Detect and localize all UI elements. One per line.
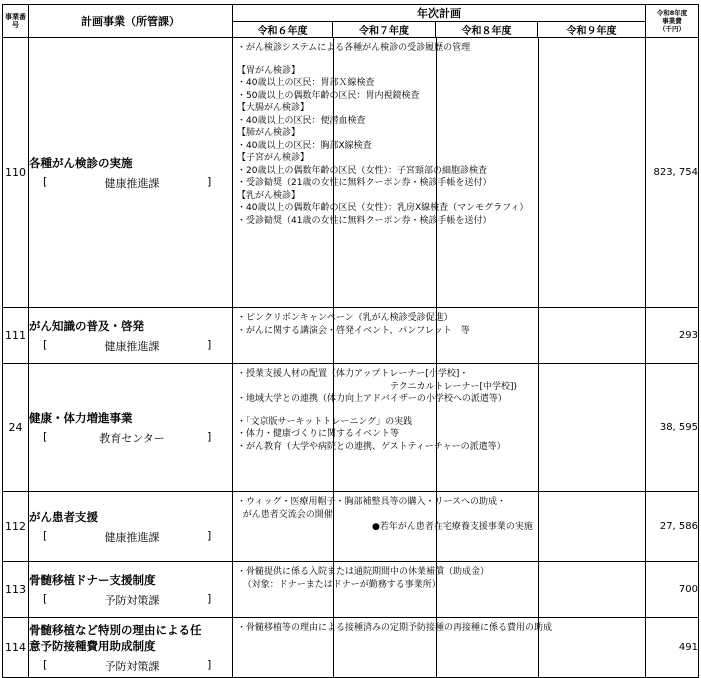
- department: [43, 430, 221, 446]
- header-name: 計画事業（所管課）: [29, 5, 233, 38]
- dept-bracket-close: ]: [207, 429, 212, 443]
- plan-line: ●若年がん患者在宅療養支援事業の実施: [237, 522, 533, 532]
- project-name: 各種がん検診の実施: [29, 155, 133, 170]
- header-year: 令和８年度: [436, 22, 538, 38]
- plan-text: [233, 38, 645, 231]
- plan-line: ・骨髄移植等の理由による接種済みの定期予防接種の再接種に係る費用の助成: [237, 623, 553, 633]
- annual-plan-cell: [233, 618, 646, 678]
- project-name: がん患者支援: [29, 509, 98, 524]
- plan-line: テクニカルトレーナー[中学校]): [237, 381, 517, 392]
- project-name: 骨髄移植など特別の理由による任: [29, 622, 202, 637]
- header-cost-line: （千円）: [659, 25, 685, 33]
- header-year: 令和６年度: [233, 22, 333, 38]
- plan-line: ・受診勧奨（21歳の女性に無料クーポン券・検診手帳を送付）: [237, 178, 492, 188]
- plan-text: [233, 492, 645, 538]
- project-name: 意予防接種費用助成制度: [29, 638, 156, 653]
- project-cost: 700: [646, 562, 699, 618]
- plan-line: 【胃がん検診】: [237, 65, 301, 76]
- department: [43, 658, 221, 674]
- project-cell: [29, 618, 233, 678]
- project-cost: 491: [646, 618, 699, 678]
- table-row: [3, 364, 699, 492]
- project-name: 骨髄移植ドナー支援制度: [29, 572, 156, 587]
- dept-bracket-open: [: [43, 337, 48, 351]
- plan-line: ・「文京版サーキットトレーニング」の実践: [237, 416, 413, 427]
- project-cost: 823, 754: [646, 38, 699, 308]
- header-cost: [646, 5, 699, 38]
- department-label: 健康推進課: [104, 176, 160, 190]
- header-year: 令和７年度: [333, 22, 436, 38]
- table-row: [3, 492, 699, 562]
- department: [43, 592, 221, 608]
- project-cell: [29, 562, 233, 618]
- plan-line: ・授業支援人材の配置（体力アップトレーナー[小学校]・: [237, 369, 469, 379]
- dept-bracket-open: [: [43, 657, 48, 671]
- project-name: がん知識の普及・啓発: [29, 318, 144, 333]
- plan-line: ・ピンクリボンキャンペーン（乳がん検診受診促進）: [237, 313, 453, 323]
- project-name: 健康・体力増進事業: [29, 410, 133, 425]
- project-cost: 38, 595: [646, 364, 699, 492]
- dept-bracket-close: ]: [207, 174, 212, 188]
- plan-line: ・体力・健康づくりに関するイベント等: [237, 429, 400, 439]
- plan-line: 【大腸がん検診】: [237, 103, 310, 113]
- plan-text: [233, 618, 645, 639]
- annual-plan-cell: [233, 308, 646, 364]
- dept-bracket-close: ]: [207, 337, 212, 351]
- plan-line: ・40歳以上の区民：胃部Ｘ線検査: [237, 78, 375, 88]
- dept-bracket-close: ]: [207, 657, 212, 671]
- row-number: 111: [3, 308, 29, 364]
- plan-table: [2, 4, 699, 678]
- table-row: [3, 618, 699, 678]
- plan-line: （対象：ドナーまたはドナーが勤務する事業所）: [237, 579, 441, 590]
- department-label: 健康推進課: [104, 530, 160, 544]
- annual-plan-cell: [233, 38, 646, 308]
- dept-bracket-open: [: [43, 528, 48, 542]
- header-year: 令和９年度: [538, 22, 646, 38]
- plan-line: ・受診勧奨（41歳の女性に無料クーポン券・検診手帳を送付）: [237, 215, 492, 226]
- plan-text: [233, 364, 645, 457]
- annual-plan-cell: [233, 492, 646, 562]
- plan-line: ・50歳以上の偶数年齢の区民：胃内視鏡検査: [237, 90, 420, 101]
- plan-line: ・地域大学との連携（体力向上アドバイザーの小学校への派遣等）: [237, 394, 507, 404]
- plan-text: [233, 308, 645, 341]
- project-cell: [29, 364, 233, 492]
- plan-line: ・40歳以上の偶数年齢の区民（女性）：乳房X線検査（マンモグラフィ）: [237, 203, 529, 213]
- plan-line: ・40歳以上の区民：便潜血検査: [237, 115, 366, 126]
- header-cost-line: 令和8年度: [656, 9, 688, 17]
- project-cost: 27, 586: [646, 492, 699, 562]
- annual-plan-cell: [233, 562, 646, 618]
- plan-gap: [237, 55, 641, 65]
- plan-text: [233, 562, 645, 595]
- table-row: [3, 562, 699, 618]
- plan-line: 【乳がん検診】: [237, 190, 301, 201]
- department: [43, 175, 221, 191]
- row-number: 24: [3, 364, 29, 492]
- plan-line: ・がんに関する講演会・啓発イベント、パンフレット 等: [237, 325, 470, 336]
- dept-bracket-open: [: [43, 591, 48, 605]
- dept-bracket-open: [: [43, 429, 48, 443]
- row-number: 114: [3, 618, 29, 678]
- plan-line: ・がん検診システムによる各種がん検診の受診履歴の管理: [237, 43, 471, 53]
- department: [43, 529, 221, 545]
- department-label: 予防対策課: [104, 593, 160, 607]
- plan-line: 【肺がん検診】: [237, 128, 301, 138]
- plan-line: ・40歳以上の区民：胸部X線検査: [237, 140, 372, 151]
- plan-line: ・がん教育（大学や病院との連携、ゲストティーチャーの派遣等）: [237, 441, 506, 452]
- dept-bracket-close: ]: [207, 591, 212, 605]
- header-cost-line: 事業費: [662, 17, 682, 25]
- plan-line: ・ウィッグ・医療用帽子・胸部補整具等の購入・リースへの助成・: [237, 497, 507, 507]
- department-label: 予防対策課: [104, 659, 160, 673]
- row-number: 113: [3, 562, 29, 618]
- dept-bracket-close: ]: [207, 528, 212, 542]
- plan-body: [3, 38, 699, 678]
- table-row: [3, 38, 699, 308]
- department: [43, 338, 221, 354]
- department-label: 教育センター: [99, 431, 165, 445]
- plan-line: がん患者交流会の開催: [237, 509, 333, 520]
- row-number: 110: [3, 38, 29, 308]
- plan-gap: [237, 406, 641, 416]
- dept-bracket-open: [: [43, 174, 48, 188]
- plan-line: ・骨髄提供に係る入院または通院期間中の休業補償（助成金）: [237, 567, 490, 577]
- project-cell: [29, 308, 233, 364]
- project-cost: 293: [646, 308, 699, 364]
- project-cell: [29, 492, 233, 562]
- table-row: [3, 308, 699, 364]
- row-number: 112: [3, 492, 29, 562]
- annual-plan-cell: [233, 364, 646, 492]
- department-label: 健康推進課: [104, 339, 160, 353]
- header-no: 事業番号: [3, 5, 29, 38]
- plan-line: ・20歳以上の偶数年齢の区民（女性）：子宮頸部の細胞診検査: [237, 165, 487, 176]
- header-annual: 年次計画: [233, 5, 646, 22]
- project-cell: [29, 38, 233, 308]
- plan-line: 【子宮がん検診】: [237, 153, 310, 163]
